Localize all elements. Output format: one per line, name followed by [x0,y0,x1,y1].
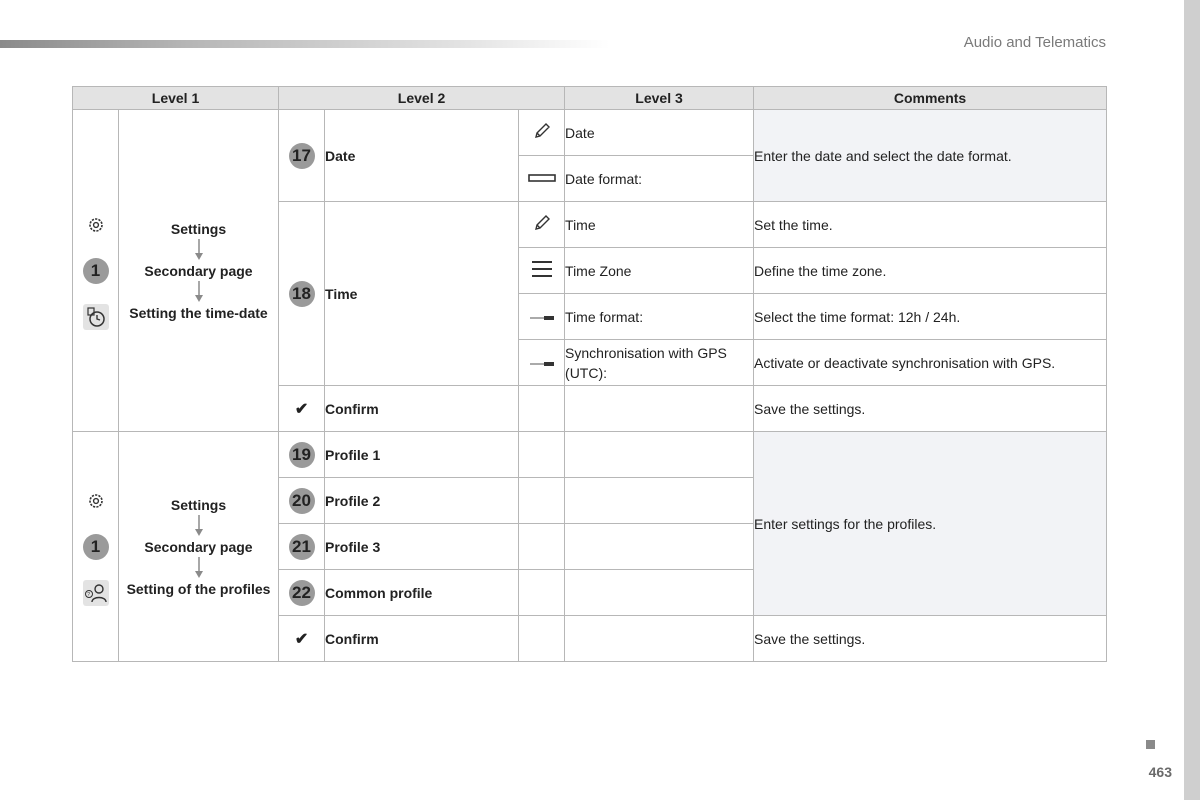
number-cell [279,524,325,570]
empty-cell [519,386,565,432]
number-cell [279,478,325,524]
comment-time-format: Select the time format: 12h / 24h. [754,294,1107,340]
confirm-check-cell [279,386,325,432]
empty-cell [565,524,754,570]
profile-settings-icon [83,580,109,606]
path-setting-profiles: Setting of the profiles [126,580,271,597]
number-22-badge: 22 [289,580,315,606]
number-1-badge: 1 [83,258,109,284]
header-gradient-bar [0,40,610,48]
page-number: 463 [1148,764,1172,780]
number-cell [279,110,325,202]
svg-text:?: ? [86,591,90,598]
level2-profile-1: Profile 1 [325,432,519,478]
toggle-icon [528,360,556,368]
clock-settings-icon [83,304,109,330]
number-21-badge: 21 [289,534,315,560]
number-19-badge: 19 [289,442,315,468]
level2-confirm-label: Confirm [325,616,519,662]
page-marker [1146,740,1155,749]
empty-cell [519,570,565,616]
level2-confirm-label: Confirm [325,386,519,432]
page-edge-strip [1184,0,1200,800]
number-1-badge: 1 [83,534,109,560]
number-18-badge: 18 [289,281,315,307]
l3-icon-cell [519,294,565,340]
comment-gps-sync: Activate or deactivate synchronisation with GPS. [754,340,1107,386]
path-secondary-page: Secondary page [144,262,253,279]
l3-icon-cell [519,156,565,202]
settings-table [72,86,1107,662]
number-cell [279,202,325,386]
column-header-level-1: Level 1 [73,87,279,110]
l3-date: Date [565,110,754,156]
check-icon: ✔ [294,630,309,648]
l3-time-format: Time format: [565,294,754,340]
path-settings: Settings [170,496,227,513]
level1-icons-cell [73,432,119,662]
confirm-check-cell [279,616,325,662]
level2-common-profile: Common profile [325,570,519,616]
table-header-row [73,87,1107,110]
section-title: Audio and Telematics [963,34,1106,51]
down-arrow-icon [194,239,204,261]
level2-profile-3: Profile 3 [325,524,519,570]
empty-cell [565,478,754,524]
empty-cell [565,570,754,616]
number-20-badge: 20 [289,488,315,514]
l3-time: Time [565,202,754,248]
empty-cell [519,478,565,524]
field-icon [528,172,556,184]
path-settings: Settings [170,220,227,237]
number-cell [279,570,325,616]
list-icon [530,259,554,279]
l3-icon-cell [519,110,565,156]
comment-time-zone: Define the time zone. [754,248,1107,294]
down-arrow-icon [194,515,204,537]
check-icon: ✔ [294,400,309,418]
number-17-badge: 17 [289,143,315,169]
table-row [73,432,1107,478]
table-row [73,110,1107,156]
l3-time-zone: Time Zone [565,248,754,294]
level2-time-label: Time [325,202,519,386]
column-header-level-3: Level 3 [565,87,754,110]
l3-date-format: Date format: [565,156,754,202]
column-header-level-2: Level 2 [279,87,565,110]
l3-icon-cell [519,202,565,248]
comment-date: Enter the date and select the date format. [754,110,1107,202]
comment-profiles: Enter settings for the profiles. [754,432,1107,616]
empty-cell [519,432,565,478]
comment-confirm: Save the settings. [754,386,1107,432]
empty-cell [519,616,565,662]
down-arrow-icon [194,281,204,303]
column-header-comments: Comments [754,87,1107,110]
level1-path-cell [119,110,279,432]
number-cell [279,432,325,478]
gear-icon [83,212,109,238]
level2-profile-2: Profile 2 [325,478,519,524]
comment-time: Set the time. [754,202,1107,248]
empty-cell [565,616,754,662]
empty-cell [565,432,754,478]
empty-cell [519,524,565,570]
l3-icon-cell [519,340,565,386]
down-arrow-icon [194,557,204,579]
level1-path-cell [119,432,279,662]
pencil-icon [532,121,552,141]
empty-cell [565,386,754,432]
comment-confirm: Save the settings. [754,616,1107,662]
path-setting-time-date: Setting the time-date [129,304,268,321]
level1-icons-cell [73,110,119,432]
l3-gps-sync: Synchronisation with GPS (UTC): [565,340,754,386]
gear-icon [83,488,109,514]
level2-date-label: Date [325,110,519,202]
toggle-icon [528,314,556,322]
pencil-icon [532,213,552,233]
l3-icon-cell [519,248,565,294]
path-secondary-page: Secondary page [144,538,253,555]
